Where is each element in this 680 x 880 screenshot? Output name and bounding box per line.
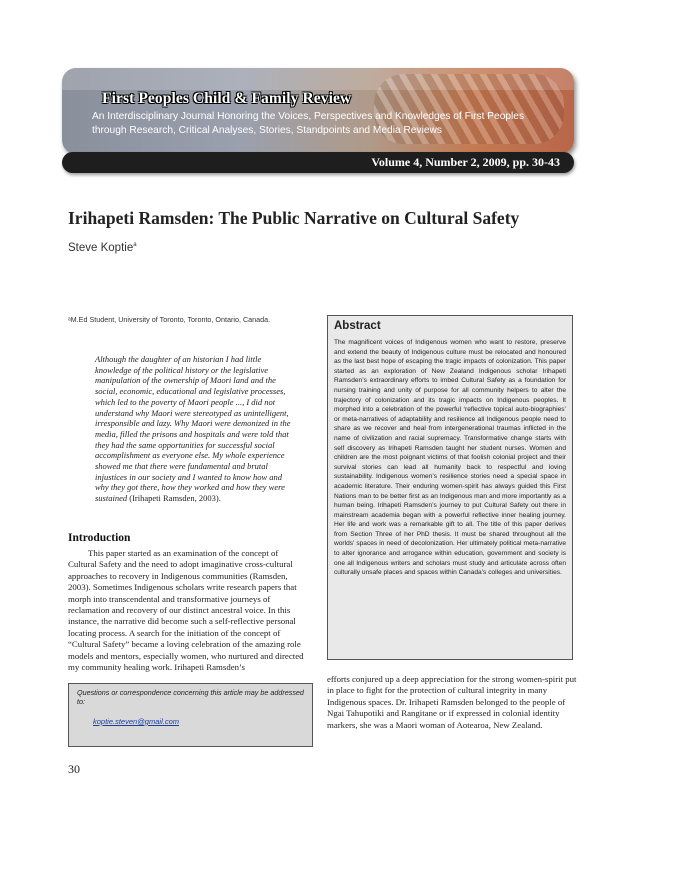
author-name: Steve Koptie [68, 242, 134, 254]
quote-text: Although the daughter of an historian I had little knowledge of the political history or the legislative manipulation of the ownership of Maori land and the social, economic, educational and legislative processes, which led to the poverty of Maori people ..., I did not understand why Maori were stereotyped as unintelligent, irresponsible and lazy. Why Maori were demonized in the media, filled the prisons and hospitals and were told that they had the same opportunities for successful social accomplishment as everyone else. My whole experience showed me that there were fundamental and brutal injustices in our society and I wanted to know how and why they got there, how they worked and how they were sustained [95, 354, 291, 504]
journal-banner [62, 68, 574, 154]
correspondence-box [68, 683, 313, 747]
introduction-heading: Introduction [68, 532, 131, 544]
journal-title: First Peoples Child & Family Review [102, 90, 352, 107]
author-mark: a [133, 242, 137, 249]
right-column-paragraph: efforts conjured up a deep appreciation for the strong women-spirit put in place to fight for the protection of cultural integrity in many Indigenous spaces. Dr. Irihapeti Ramsden belonged to the people of Ngai Tahupotiki and Rangitane or if expressed in colonial identity markers, she was a Maori woman of Aotearoa, New Zealand. [327, 674, 577, 730]
affiliation: ᵃM.Ed Student, University of Toronto, Toronto, Ontario, Canada. [68, 315, 271, 324]
abstract-text: The magnificent voices of Indigenous women who want to restore, preserve and extend the beauty of Indigenous culture must be relocated and honoured as the last best hope of escaping the tragic impacts of colonization. This paper started as an exploration of New Zealand Indigenous scholar Irihapeti Ramsden’s extraordinary efforts to imbed Cultural Safety as a foundation for nursing training and unity of purpose for all community helpers to alter the trajectory of colonization and its tragic impacts on Indigenous peoples. It morphed into a celebration of the powerful ‘reflective topical auto-biographies’ or meta-narratives of adaptability and resilience all Indigenous people need to share as we recover and heal from intergenerational traumas inflicted in the name of civilization and racial supremacy. Transformative change starts with self discovery as Irihapeti Ramsden taught her student nurses. Women and children are the most poignant victims of that foolish colonial project and their survival stories can lead all humanity back to respectful and loving sustainability. Indigenous women’s resilience stories need a special space in academic literature. Their enduring women-spirit has always guided this First Nations man to be better first as an Indigenous man and more importantly as a human being. Irihapeti Ramsden’s journey to put Cultural Safety out there in mainstream academia began with a powerful reflective inner healing journey. Her life and work was a remarkable gift to all. The title of this paper derives from Section Three of her PhD thesis. It must be shared throughout all the worlds’ spaces in need of decolonization. Her ultimately political meta-narrative to alter ignorance and arrogance within education, government and society is one all Indigenous writers and scholars must study and articulate across often culturally unsafe places and spaces within Canada’s colleges and universities. [334, 339, 566, 577]
epigraph-quote [95, 354, 295, 504]
correspondence-text: Questions or correspondence concerning this article may be addressed to: [77, 688, 304, 706]
volume-bar [62, 152, 574, 173]
journal-subtitle: An Interdisciplinary Journal Honoring the Voices, Perspectives and Knowledges of First Peoples through Research, Critical Analyses, Stories, Standpoints and Media Reviews [92, 111, 525, 136]
quote-citation: (Irihapeti Ramsden, 2003). [127, 493, 221, 504]
author [68, 242, 137, 254]
correspondence-email-link[interactable]: koptie.steven@gmail.com [93, 717, 179, 726]
abstract-box [327, 315, 573, 660]
volume-info: Volume 4, Number 2, 2009, pp. 30-43 [371, 155, 560, 169]
page-number: 30 [68, 762, 80, 776]
abstract-heading: Abstract [334, 320, 381, 332]
introduction-paragraph: This paper started as an examination of the concept of Cultural Safety and the need to adopt imaginative cross-cultural approaches to recovery in Indigenous communities (Ramsden, 2003). Sometimes Indigenous scholars write research papers that morph into transcendental and transformative journeys of reclamation and recovery of our distinct ancestral voice. In this instance, the narrative did become such a self-reflective personal locating process. A search for the initiation of the concept of “Cultural Safety” became a loving celebration of the amazing role models and mentors, especially women, who nurtured and directed my community healing work. Irihapeti Ramsden’s [68, 548, 304, 673]
article-title: Irihapeti Ramsden: The Public Narrative on Cultural Safety [68, 208, 520, 228]
